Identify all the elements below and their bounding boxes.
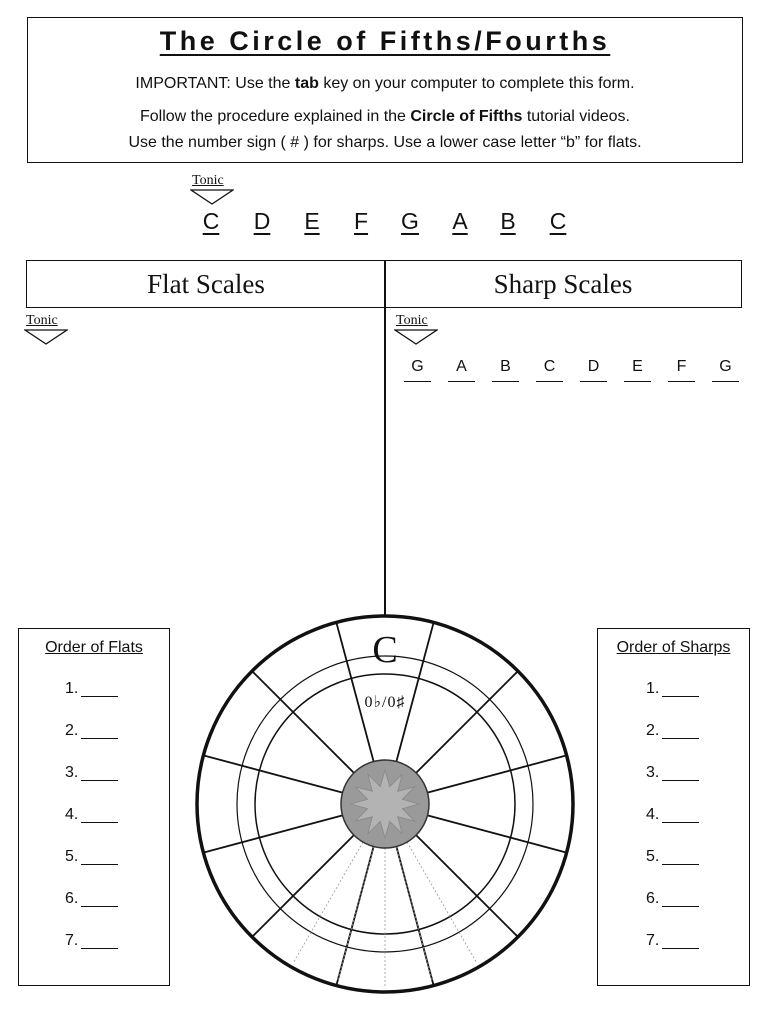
sharp-scale-blank[interactable] [624,467,651,484]
flat-scale-blank[interactable] [165,399,192,416]
flat-scale-blank[interactable] [33,467,60,484]
flat-scale-blank[interactable] [33,570,60,587]
sharp-scale-blank[interactable] [404,535,431,552]
flat-scale-blank[interactable] [165,535,192,552]
flat-scale-blank[interactable] [253,570,280,587]
flat-scale-blank[interactable] [209,364,236,381]
flat-scale-blank[interactable] [77,467,104,484]
sharp-scale-blank[interactable] [404,467,431,484]
order_of_flats-answer-field[interactable] [81,892,118,907]
sharp-scale-note: A [456,358,467,375]
sharp-scale-note: C [543,358,556,375]
sharp-scale-blank[interactable] [536,467,563,484]
order_of_sharps-number: 5. [646,848,660,865]
flat-scale-blank[interactable] [165,467,192,484]
sharp-scale-blank[interactable] [448,399,475,416]
sharp-scale-blank[interactable] [492,433,519,450]
flat-scale-blank[interactable] [33,399,60,416]
flat-scale-blank[interactable] [341,535,368,552]
sharp-scale-blank[interactable] [448,433,475,450]
sharp-scale-blank[interactable] [492,570,519,587]
flat-scale-blank[interactable] [209,467,236,484]
order-of-flats-title: Order of Flats [45,639,143,656]
section-divider [384,306,386,616]
sharp-scale-blank[interactable] [712,570,739,587]
order_of_flats-answer-field[interactable] [81,808,118,823]
sharp-scale-blank[interactable] [492,467,519,484]
flat-scale-blank[interactable] [253,364,280,381]
order_of_sharps-answer-field[interactable] [662,934,699,949]
sharp-scale-blank[interactable] [624,535,651,552]
sharp-scale-blank[interactable] [580,399,607,416]
sharp-scale-blank[interactable] [668,570,695,587]
flat-scale-blank[interactable] [121,433,148,450]
sharp-scale-blank[interactable] [668,399,695,416]
flat-scale-blank[interactable] [121,501,148,518]
sharp-scale-blank[interactable] [536,570,563,587]
sharp-scale-blank[interactable] [404,433,431,450]
c-scale-note: D [253,208,271,234]
order_of_flats-answer-field[interactable] [81,724,118,739]
flat-scale-blank[interactable] [253,501,280,518]
flat-tonic-label: Tonic [26,313,58,328]
instruction-1-pre: IMPORTANT: Use the [135,75,295,92]
sharp-scale-note: G [719,358,732,375]
order_of_flats-answer-field[interactable] [81,934,118,949]
sharp-scale-blank[interactable] [580,570,607,587]
sharp-scale-blank[interactable] [668,467,695,484]
order_of_flats-item [65,806,118,824]
sharp-scale-blank[interactable] [668,535,695,552]
sharp-scale-blank[interactable] [712,501,739,518]
sharp-scale-blank[interactable] [712,433,739,450]
flat-scale-blank[interactable] [341,433,368,450]
order_of_flats-number: 5. [65,848,79,865]
flat-scale-blank[interactable] [253,535,280,552]
sharp-scale-blank[interactable] [536,535,563,552]
sharp-scale-blank[interactable] [492,501,519,518]
flat-scale-blank[interactable] [121,535,148,552]
flat-scale-blank[interactable] [341,467,368,484]
order_of_sharps-number: 4. [646,806,660,823]
instruction-line-3: Use the number sign ( # ) for sharps. Use a lower case letter “b” for flats. [128,134,642,151]
flat-scale-blank[interactable] [33,433,60,450]
order_of_flats-number: 1. [65,680,79,697]
sharp-scale-blank[interactable] [712,399,739,416]
order_of_flats-answer-field[interactable] [81,766,118,781]
sharp-scale-blank[interactable] [580,535,607,552]
c-scale-note: A [452,208,468,234]
flat-scale-blank[interactable] [209,501,236,518]
flat-scale-blank[interactable] [253,399,280,416]
order_of_flats-item [65,890,118,908]
order_of_sharps-item [646,890,699,908]
order_of_sharps-answer-field[interactable] [662,850,699,865]
c-scale-note: C [202,208,220,234]
flat-scale-blank[interactable] [165,501,192,518]
sharp-scale-blank[interactable] [492,399,519,416]
c-scale-note: B [500,208,516,234]
sharp-scale-blank[interactable] [536,433,563,450]
order_of_flats-item [65,680,118,698]
flat-scale-blank[interactable] [297,570,324,587]
order_of_flats-number: 2. [65,722,79,739]
sharp-scale-blank[interactable] [580,467,607,484]
sharp-scale-blank[interactable] [668,433,695,450]
c-scale-note: G [401,208,419,234]
sharp-scale-blank[interactable] [580,433,607,450]
order_of_flats-number: 6. [65,890,79,907]
order_of_sharps-item [646,848,699,866]
flat-scale-blank[interactable] [121,399,148,416]
instruction-1-bold: tab [294,75,319,92]
flat-scale-blank[interactable] [209,535,236,552]
sharp-scale-underline [668,381,695,382]
instruction-line-1 [28,75,742,93]
flat-scale-blank[interactable] [209,570,236,587]
flat-scale-blank[interactable] [209,399,236,416]
sharp-scales-header [384,260,742,308]
flat-scale-blank[interactable] [341,501,368,518]
c-scale-note: C [549,208,567,234]
flat-scale-blank[interactable] [121,467,148,484]
flat-scale-blank[interactable] [253,433,280,450]
sharp-scale-underline [448,381,475,382]
order_of_sharps-item [646,806,699,824]
flat-scale-blank[interactable] [33,364,60,381]
sharp-scale-underline [624,381,651,382]
sharp-scale-note: F [676,358,687,375]
sharp-scale-note: G [411,358,424,375]
flat-scale-blank[interactable] [165,364,192,381]
sharp-scale-blank[interactable] [404,501,431,518]
flat-scale-blank[interactable] [77,399,104,416]
order_of_sharps-item [646,764,699,782]
order_of_sharps-answer-field[interactable] [662,892,699,907]
order_of_sharps-number: 3. [646,764,660,781]
sharp-scale-blank[interactable] [448,535,475,552]
sharp-scale-blank[interactable] [624,570,651,587]
sharp-scales-title: Sharp Scales [493,269,633,299]
order_of_sharps-number: 1. [646,680,660,697]
order_of_flats-number: 7. [65,932,79,949]
sharp-scale-blank[interactable] [624,433,651,450]
order_of_flats-item [65,932,118,950]
sharp-scale-blank[interactable] [712,467,739,484]
sharp-scale-blank[interactable] [404,570,431,587]
sharp-scale-underline [712,381,739,382]
flat-scale-blank[interactable] [77,433,104,450]
flat-scale-blank[interactable] [165,570,192,587]
order_of_sharps-answer-field[interactable] [662,724,699,739]
flat-scales-header [26,260,386,308]
order_of_sharps-item [646,722,699,740]
order_of_flats-item [65,848,118,866]
flat-scale-blank[interactable] [341,570,368,587]
instruction-line-2 [28,108,742,126]
flat-scale-blank[interactable] [297,433,324,450]
flat-scale-blank[interactable] [121,570,148,587]
sharp-scale-blank[interactable] [404,399,431,416]
sharp-scale-blank[interactable] [624,501,651,518]
c-scale-note: E [304,208,320,234]
sharp-scale-blank[interactable] [624,399,651,416]
sharp-scale-blank[interactable] [448,501,475,518]
order_of_sharps-item [646,932,699,950]
order_of_flats-answer-field[interactable] [81,682,118,697]
order_of_flats-number: 4. [65,806,79,823]
sharp-scale-underline [492,381,519,382]
order_of_sharps-answer-field[interactable] [662,808,699,823]
sharp-scale-note: E [632,358,643,375]
order_of_flats-number: 3. [65,764,79,781]
sharp-scale-blank[interactable] [536,399,563,416]
flat-scales-title: Flat Scales [147,269,265,299]
instruction-2-bold: Circle of Fifths [410,108,523,125]
circle-top-key: C [372,629,398,671]
sharp-scale-underline [536,381,563,382]
sharp-scale-blank[interactable] [580,501,607,518]
sharp-scale-underline [580,381,607,382]
flat-scale-blank[interactable] [297,399,324,416]
sharp-scale-note: B [500,358,511,375]
flat-scale-blank[interactable] [165,433,192,450]
sharp-scale-blank[interactable] [448,467,475,484]
order_of_sharps-answer-field[interactable] [662,682,699,697]
instruction-2-pre: Follow the procedure explained in the [139,108,411,125]
circle-top-signature: 0♭/0♯ [364,694,406,711]
flat-scale-blank[interactable] [77,535,104,552]
flat-scale-blank[interactable] [297,467,324,484]
order_of_flats-answer-field[interactable] [81,850,118,865]
flat-scale-blank[interactable] [33,535,60,552]
instruction-1-post: key on your computer to complete this form. [318,75,635,92]
instructions-box [27,17,743,163]
order_of_flats-item [65,722,118,740]
order-of-sharps-title: Order of Sharps [616,639,731,656]
flat-scale-blank[interactable] [297,501,324,518]
sharp-scale-underline [404,381,431,382]
order_of_sharps-number: 7. [646,932,660,949]
page-title: The Circle of Fifths/Fourths [159,26,611,56]
order_of_sharps-number: 2. [646,722,660,739]
flat-scale-blank[interactable] [209,433,236,450]
order_of_flats-item [65,764,118,782]
flat-scale-blank[interactable] [77,501,104,518]
flat-scale-blank[interactable] [297,535,324,552]
flat-scale-blank[interactable] [341,399,368,416]
flat-tonic-arrow-icon [24,329,68,345]
instruction-2-post: tutorial videos. [522,108,630,125]
flat-scale-blank[interactable] [297,364,324,381]
flat-scale-blank[interactable] [77,570,104,587]
sharp-tonic-arrow-icon [394,329,438,345]
flat-scale-blank[interactable] [77,364,104,381]
order-of-flats-box [18,628,170,986]
c-scale-tonic-arrow-icon [190,189,234,205]
sharp-scale-blank[interactable] [712,535,739,552]
sharp-scale-note: D [587,358,600,375]
order-of-sharps-box [597,628,750,986]
sharp-scale-blank[interactable] [536,501,563,518]
sharp-scale-blank[interactable] [668,501,695,518]
flat-scale-blank[interactable] [341,364,368,381]
flat-scale-blank[interactable] [121,364,148,381]
sharp-scale-blank[interactable] [492,535,519,552]
flat-scale-blank[interactable] [253,467,280,484]
sharp-scale-blank[interactable] [448,570,475,587]
order_of_sharps-item [646,680,699,698]
flat-scale-blank[interactable] [33,501,60,518]
sharp-tonic-label: Tonic [396,313,428,328]
c-scale-tonic-label: Tonic [192,173,224,188]
c-scale-note: F [353,208,369,234]
order_of_sharps-answer-field[interactable] [662,766,699,781]
order_of_sharps-number: 6. [646,890,660,907]
